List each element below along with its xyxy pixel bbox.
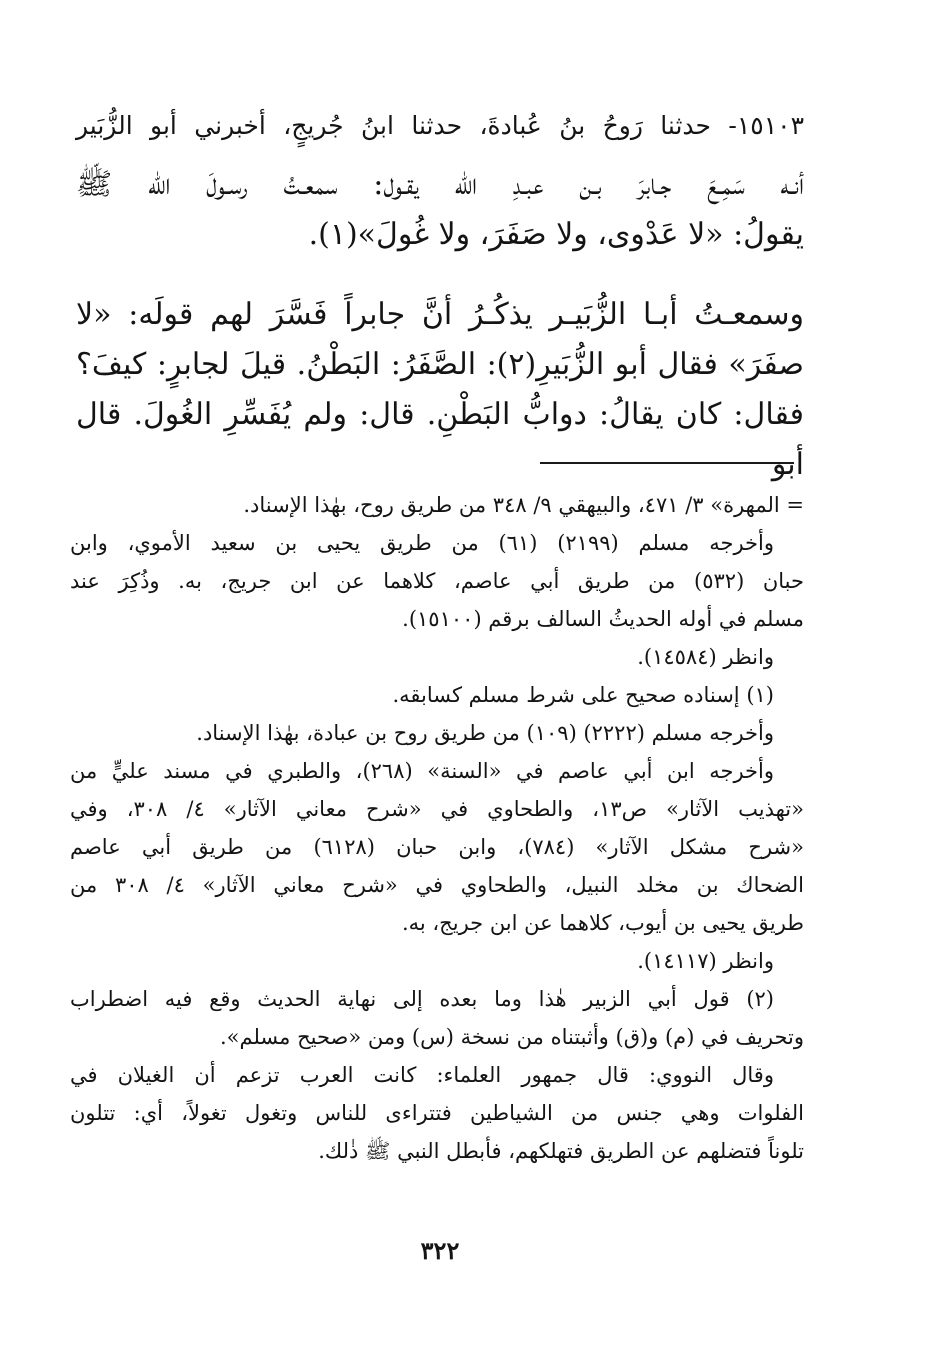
footnote-line: الضحاك بن مخلد النبيل، والطحاوي في «شرح معاني الآثار» ٤/ ٣٠٨ من bbox=[70, 873, 804, 897]
hadith-paragraph-2 bbox=[76, 290, 804, 490]
hadith-line: وسمعـتُ أبـا الزُّبَيـر يذكُـرُ أنَّ جابراً فَسَّرَ لهم قولَه: «لا bbox=[76, 297, 804, 332]
footnote-line: وأخرجه مسلم (٢١٩٩) (٦١) من طريق يحيى بن سعيد الأموي، وابن bbox=[70, 531, 774, 555]
hadith-line: صفَرَ» فقال أبو الزُّبَيرِ(٢): الصَّفَرُ: البَطْنُ. قيلَ لجابرٍ: كيفَ؟ bbox=[76, 347, 804, 382]
footnote-line: وانظر (١٤١١٧). bbox=[637, 949, 774, 973]
footnote-line: تلوناً فتضلهم عن الطريق فتهلكهم، فأبطل النبي ﷺ ذٰلك. bbox=[318, 1139, 804, 1163]
footnote-line: وتحريف في (م) و(ق) وأثبتناه من نسخة (س) ومن «صحيح مسلم». bbox=[219, 1025, 804, 1049]
hadith-line: فقال: كان يقالُ: دوابُّ البَطْنِ. قال: ولم يُفَسِّرِ الغُولَ. قال أبو bbox=[76, 397, 804, 482]
footnote-line: = المهرة» ٣/ ٤٧١، والبيهقي ٩/ ٣٤٨ من طريق روح، بهٰذا الإسناد. bbox=[243, 493, 804, 517]
page-number: ٣٢٢ bbox=[420, 1236, 460, 1265]
hadith-paragraph-1 bbox=[76, 160, 804, 260]
footnote-line: (٢) قول أبي الزبير هٰذا وما بعده إلى نهاية الحديث وقع فيه اضطراب bbox=[70, 987, 774, 1011]
footnote-line: «شرح مشكل الآثار» (٧٨٤)، وابن حبان (٦١٢٨) من طريق أبي عاصم bbox=[70, 835, 804, 859]
footnote-line: حبان (٥٣٢) من طريق أبي عاصم، كلاهما عن ابن جريج، به. وذُكِرَ عند bbox=[70, 569, 804, 593]
footnote-line: مسلم في أوله الحديثُ السالف برقم (١٥١٠٠). bbox=[402, 607, 804, 631]
footnotes-section bbox=[70, 486, 804, 1170]
hadith-line: أنـه سَمِـعَ جـابرَ بـن عبـدِ الله يقـول: سمعـتُ رسـولَ الله ﷺ bbox=[76, 167, 804, 202]
footnote-line: وأخرجه ابن أبي عاصم في «السنة» (٢٦٨)، والطبري في مسند عليٍّ من bbox=[70, 759, 774, 783]
footnote-divider bbox=[540, 462, 794, 464]
hadith-line: يقولُ: «لا عَدْوى، ولا صَفَرَ، ولا غُولَ»(١). bbox=[308, 217, 804, 252]
footnote-line: «تهذيب الآثار» ص١٣، والطحاوي في «شرح معاني الآثار» ٤/ ٣٠٨، وفي bbox=[70, 797, 804, 821]
footnote-line: الفلوات وهي جنس من الشياطين فتتراءى للناس وتغول تغولاً، أي: تتلون bbox=[70, 1101, 804, 1125]
footnote-line: وأخرجه مسلم (٢٢٢٢) (١٠٩) من طريق روح بن عبادة، بهٰذا الإسناد. bbox=[196, 721, 774, 745]
footnote-line: وقال النووي: قال جمهور العلماء: كانت العرب تزعم أن الغيلان في bbox=[70, 1063, 774, 1087]
hadith-header bbox=[76, 102, 804, 150]
footnote-line: وانظر (١٤٥٨٤). bbox=[637, 645, 774, 669]
footnote-line: طريق يحيى بن أيوب، كلاهما عن ابن جريج، به. bbox=[401, 911, 804, 935]
footnote-line: (١) إسناده صحيح على شرط مسلم كسابقه. bbox=[392, 683, 774, 707]
hadith-header-text: ١٥١٠٣- حدثنا رَوحُ بنُ عُبادةَ، حدثنا ابنُ جُريجٍ، أخبرني أبو الزُّبَير bbox=[76, 111, 804, 140]
